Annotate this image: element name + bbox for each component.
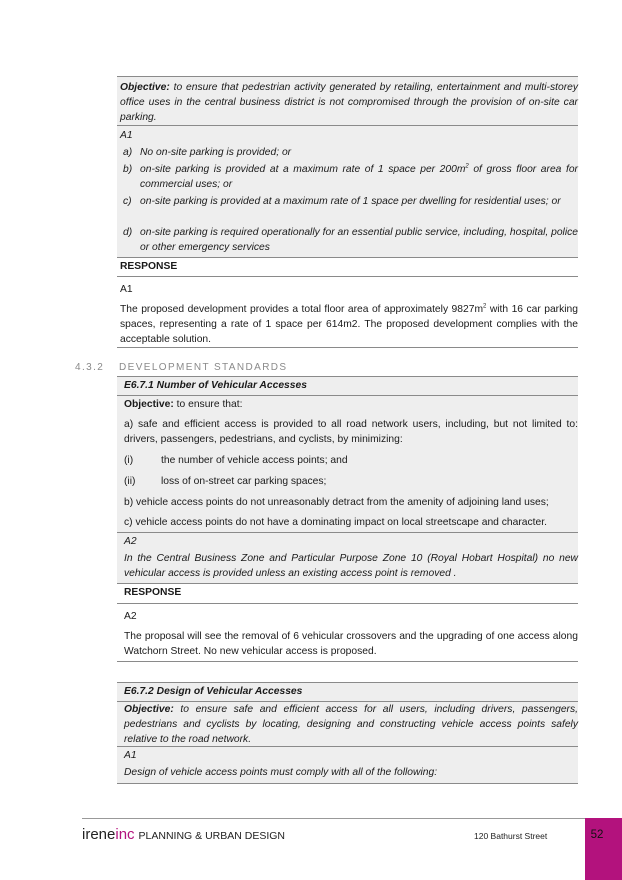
objective-paragraph-c: c) vehicle access points do not have a dominating impact on local streetscape and character. <box>124 517 547 528</box>
standard-heading: E6.7.1 Number of Vehicular Accesses <box>124 380 307 391</box>
response-heading: RESPONSE <box>124 587 182 598</box>
roman-item-label: (ii) <box>124 476 136 487</box>
objective-text: Objective: to ensure that pedestrian activity generated by retailing, entertainment and multi-storey office uses in the central business district is not compromised through the provision of on-site car parking. <box>120 82 578 123</box>
objective-text: Objective: to ensure that: <box>124 399 243 410</box>
list-item-text: No on-site parking is provided; or <box>140 147 292 158</box>
divider <box>117 583 578 584</box>
objective-paragraph-b: b) vehicle access points do not unreasonably detract from the amenity of adjoining land uses; <box>124 497 549 508</box>
section-title: DEVELOPMENT STANDARDS <box>119 362 288 373</box>
divider <box>117 276 578 277</box>
footer-rule <box>82 818 589 819</box>
objective-label: Objective: <box>120 82 170 93</box>
response-a1-label: A1 <box>120 284 133 295</box>
list-item-label: b) <box>123 164 133 175</box>
objective-label: Objective: <box>124 704 174 715</box>
response-text: The proposed development provides a total floor area of approximately $9827m^2$ with 16 car parking spaces, representing a rate of 1 space per 614m2. The proposed development complies with the acceptable solution. <box>120 303 578 345</box>
section-heading <box>75 361 288 375</box>
list-item-label: c) <box>123 196 132 207</box>
page-number: 52 <box>590 829 604 841</box>
roman-item-text: loss of on-street car parking spaces; <box>161 476 327 487</box>
a1-text: Design of vehicle access points must comply with all of the following: <box>124 767 438 778</box>
a1-label: A1 <box>120 130 133 141</box>
divider <box>117 257 578 258</box>
list-item-text: on-site parking is provided at a maximum rate of 1 space per dwelling for residential uses; or <box>140 196 561 207</box>
standard-heading: E6.7.2 Design of Vehicular Accesses <box>124 686 303 697</box>
list-item-text: on-site parking is provided at a maximum rate of 1 space per $200m^2$ of gross floor area for commercial uses; or <box>140 163 578 190</box>
divider <box>117 347 578 348</box>
response-heading: RESPONSE <box>120 261 178 272</box>
footer-address: 120 Bathurst Street <box>474 831 548 841</box>
a2-text: In the Central Business Zone and Particular Purpose Zone 10 (Royal Hobart Hospital) no new vehicular access is provided unless an existing access point is removed . <box>124 553 578 579</box>
objective-label: Objective: <box>124 399 174 410</box>
list-item-text: on-site parking is required operationally for an essential public service, including, hospital, police or other emergency services <box>140 227 578 253</box>
section-number: 4.3.2 <box>75 362 105 373</box>
a1-label: A1 <box>124 750 137 761</box>
divider <box>117 661 578 662</box>
response-a2-label: A2 <box>124 611 137 622</box>
brand-logo: ireneinc PLANNING & URBAN DESIGN <box>82 826 285 843</box>
objective-text: Objective: to ensure safe and efficient access for all users, including drivers, passengers, pedestrians and cyclists by locating, designing and constructing vehicle access points safely relative to the road network. <box>124 704 578 745</box>
objective-paragraph-a: a) safe and efficient access is provided to all road network users, including, but not limited to: drivers, passengers, pedestrians, and cyclists, by minimizing: <box>124 419 578 445</box>
list-item-label: a) <box>123 147 133 158</box>
divider <box>117 603 578 604</box>
response-text: The proposal will see the removal of 6 vehicular crossovers and the upgrading of one access along Watchorn Street. No new vehicular access is proposed. <box>124 631 578 657</box>
list-item-label: d) <box>123 227 133 238</box>
roman-item-text: the number of vehicle access points; and <box>161 455 348 466</box>
roman-item-label: (i) <box>124 455 134 466</box>
a2-label: A2 <box>124 536 137 547</box>
